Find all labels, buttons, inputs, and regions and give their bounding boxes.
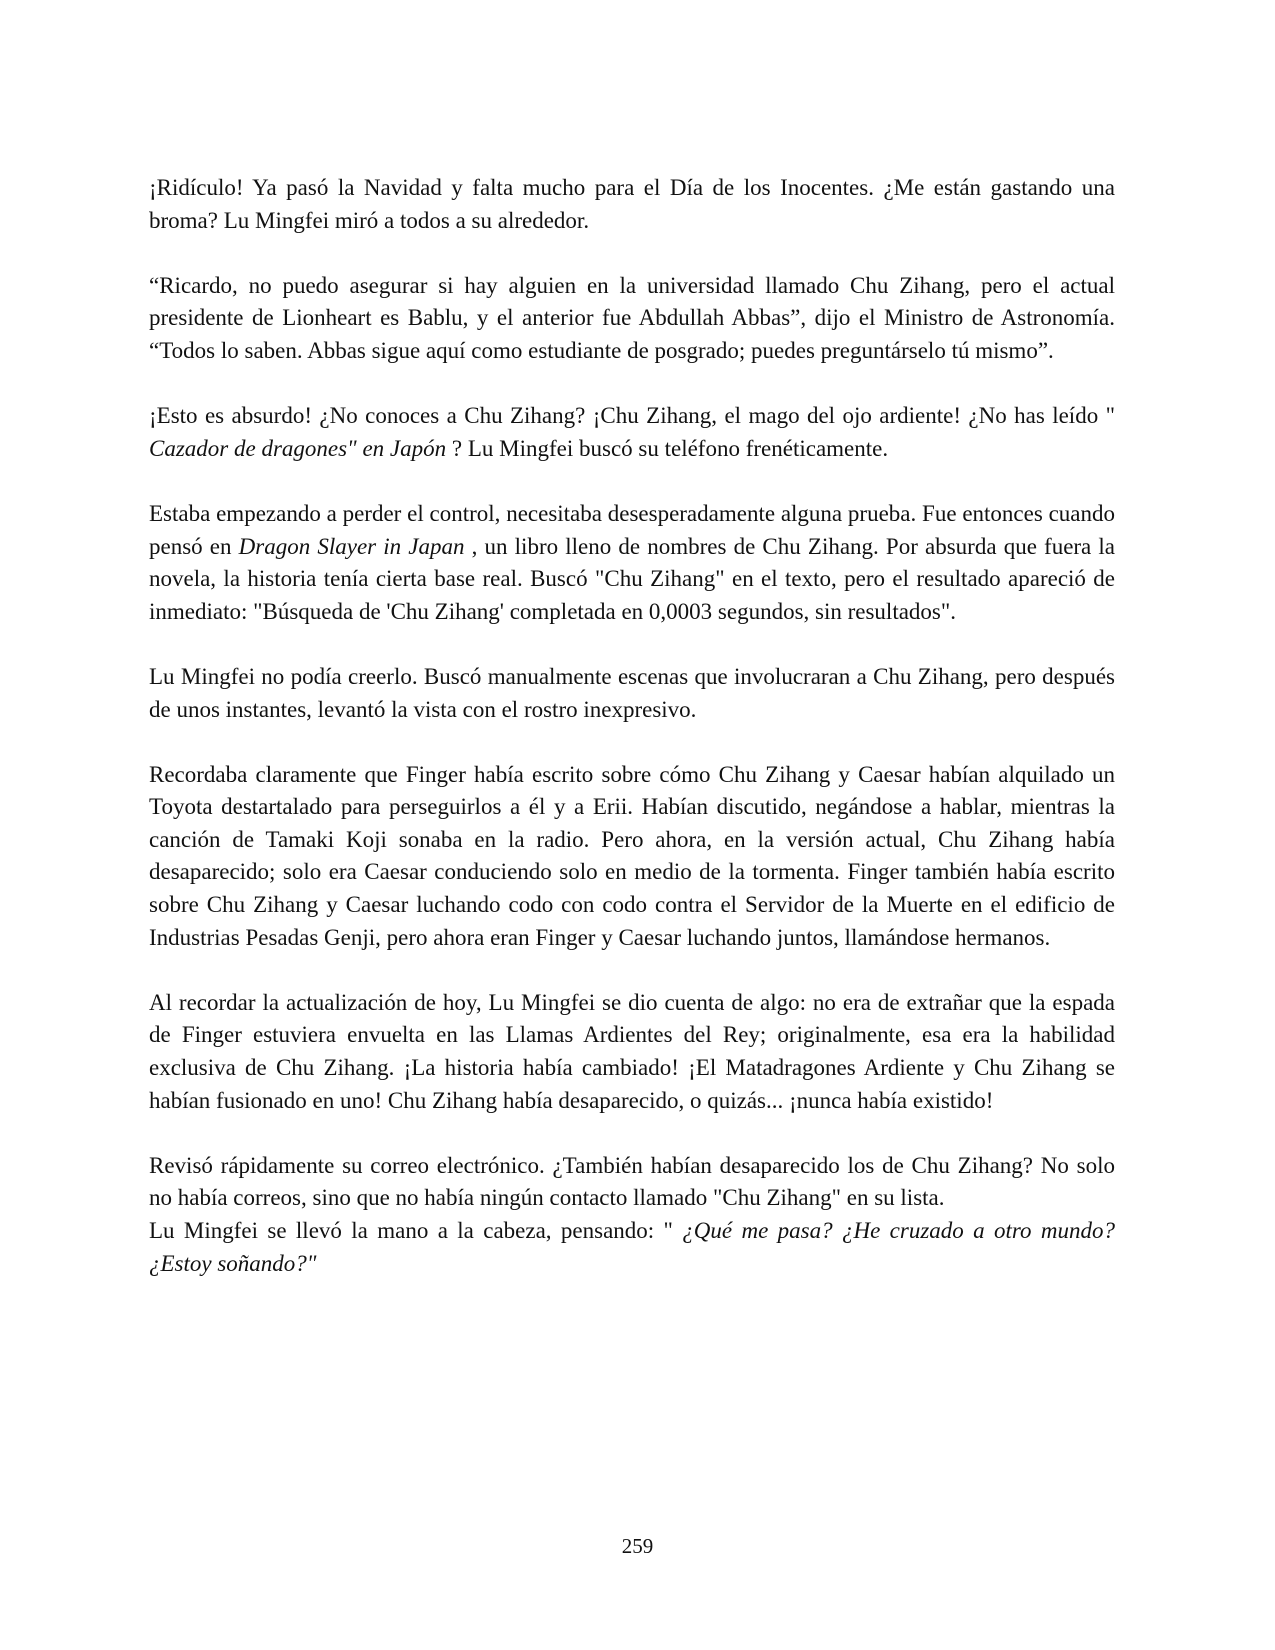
page-body <box>149 172 1115 1313</box>
paragraph-9 <box>149 1215 1115 1280</box>
paragraph-7: Al recordar la actualización de hoy, Lu Mingfei se dio cuenta de algo: no era de extrañar que la espada de Finger estuviera envuelta en las Llamas Ardientes del Rey; originalmente, esa era la habilidad exclusiva de Chu Zihang. ¡La historia había cambiado! ¡El Matadragones Ardiente y Chu Zihang se habían fusionado en uno! Chu Zihang había desaparecido, o quizás... ¡nunca había existido! <box>149 989 1115 1113</box>
book-title-italic: Cazador de dragones" en Japón <box>149 435 447 461</box>
paragraph-6: Recordaba claramente que Finger había escrito sobre cómo Chu Zihang y Caesar habían alquilado un Toyota destartalado para perseguirlos a él y a Erii. Habían discutido, negándose a hablar, mientras la canción de Tamaki Koji sonaba en la radio. Pero ahora, en la versión actual, Chu Zihang había desaparecido; solo era Caesar conduciendo solo en medio de la tormenta. Finger también había escrito sobre Chu Zihang y Caesar luchando codo con codo contra el Servidor de la Muerte en el edificio de Industrias Pesadas Genji, pero ahora eran Finger y Caesar luchando juntos, llamándose hermanos. <box>149 761 1115 950</box>
book-title-english-italic: Dragon Slayer in Japan <box>238 533 465 559</box>
paragraph-9-start: Lu Mingfei se llevó la mano a la cabeza, pensando: " <box>149 1218 683 1243</box>
paragraph-3-start: ¡Esto es absurdo! ¿No conoces a Chu Zihang? ¡Chu Zihang, el mago del ojo ardiente! ¿No has leído " <box>149 403 1115 429</box>
paragraph-3 <box>149 400 1115 465</box>
paragraph-8: Revisó rápidamente su correo electrónico. ¿También habían desaparecido los de Chu Zihang? No solo no había correos, sino que no había ningún contacto llamado "Chu Zihang" en su lista. <box>149 1152 1115 1211</box>
paragraph-4-end: , un libro lleno de nombres de Chu Zihang. Por absurda que fuera la novela, la historia tenía cierta base real. Buscó "Chu Zihang" en el texto, pero el resultado apareció de inmediato: "Búsqueda de 'Chu Zihang' completada en 0,0003 segundos, sin resultados". <box>149 533 1116 624</box>
paragraph-3-end: ? Lu Mingfei buscó su teléfono frenéticamente. <box>446 435 889 461</box>
paragraph-4-start: Estaba empezando a perder el control, necesitaba desesperadamente alguna prueba. Fue entonces cuando pensó en <box>149 500 1115 559</box>
paragraph-1: ¡Ridículo! Ya pasó la Navidad y falta mucho para el Día de los Inocentes. ¿Me están gastando una broma? Lu Mingfei miró a todos a su alrededor. <box>149 175 1115 233</box>
paragraph-5: Lu Mingfei no podía creerlo. Buscó manualmente escenas que involucraran a Chu Zihang, pero después de unos instantes, levantó la vista con el rostro inexpresivo. <box>149 663 1115 722</box>
paragraph-2: “Ricardo, no puedo asegurar si hay alguien en la universidad llamado Chu Zihang, pero el actual presidente de Lionheart es Bablu, y el anterior fue Abdullah Abbas”, dijo el Ministro de Astronomía. “Todos lo saben. Abbas sigue aquí como estudiante de posgrado; puedes preguntárselo tú mismo”. <box>149 272 1115 363</box>
inner-thought-italic: ¿Qué me pasa? ¿He cruzado a otro mundo? ¿Estoy soñando?" <box>149 1218 1115 1276</box>
paragraph-4 <box>149 498 1115 628</box>
page-number: 259 <box>621 1534 654 1558</box>
